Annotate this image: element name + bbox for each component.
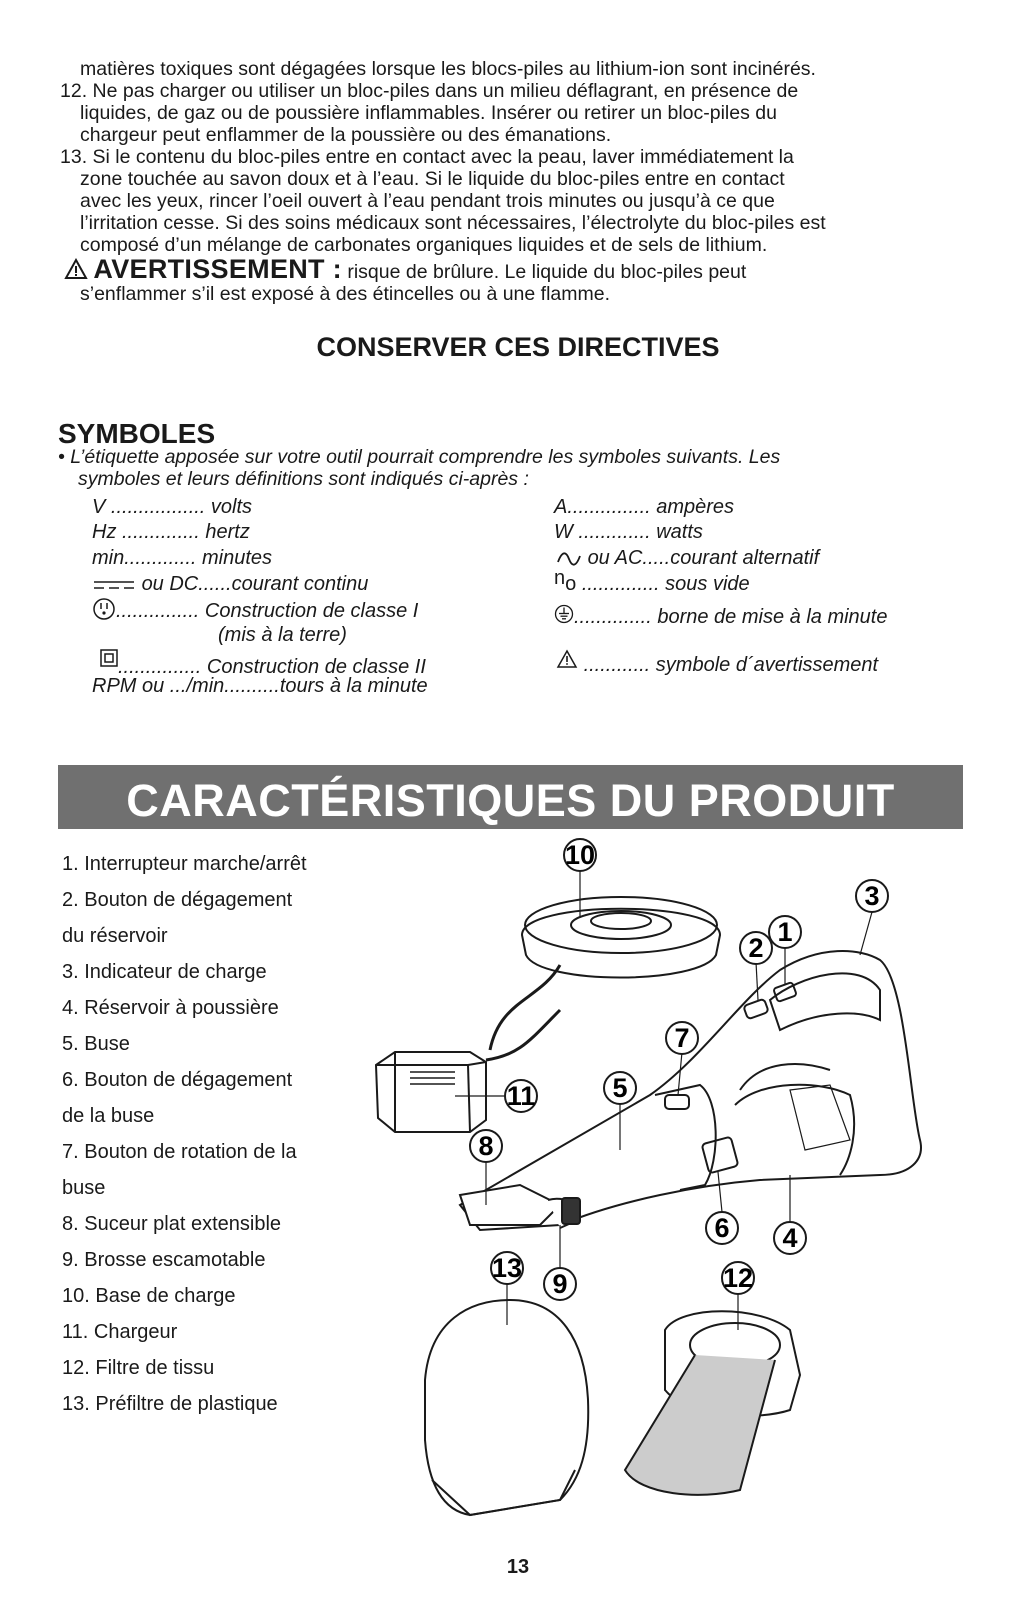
svg-text:1: 1 xyxy=(777,917,793,947)
svg-text:12: 12 xyxy=(722,1263,754,1293)
list-item: 12. Filtre de tissu xyxy=(62,1357,215,1379)
symbol-warning: ............ symbole d´avertissement xyxy=(556,649,878,677)
list-item: 6. Bouton de dégagement xyxy=(62,1069,293,1091)
symbol-dc: ou DC......courant continu xyxy=(92,572,368,596)
callout-8 xyxy=(470,1130,502,1162)
callout-2 xyxy=(740,932,772,964)
svg-text:8: 8 xyxy=(478,1131,494,1161)
list-item: 3. Indicateur de charge xyxy=(62,961,267,983)
callout-4 xyxy=(774,1222,806,1254)
svg-text:3: 3 xyxy=(864,881,880,911)
callout-7 xyxy=(666,1022,698,1054)
callout-10 xyxy=(564,839,596,871)
symbol-no-load: no .............. sous vide xyxy=(554,567,750,595)
svg-text:4: 4 xyxy=(782,1223,798,1253)
safety-item-11-tail: matières toxiques sont dégagées lorsque les blocs-piles au lithium-ion sont incinérés. xyxy=(80,58,816,80)
svg-text:11: 11 xyxy=(506,1081,536,1111)
symbol-class-1-note: (mis à la terre) xyxy=(218,624,347,646)
page-number: 13 xyxy=(506,1556,530,1578)
symbol-ac: ou AC.....courant alternatif xyxy=(556,546,819,570)
callout-6 xyxy=(706,1212,738,1244)
list-item: 13. Préfiltre de plastique xyxy=(62,1393,278,1415)
callout-13 xyxy=(491,1252,523,1284)
callout-11 xyxy=(505,1080,537,1112)
svg-text:5: 5 xyxy=(612,1073,628,1103)
list-item: 9. Brosse escamotable xyxy=(62,1249,266,1271)
list-item: de la buse xyxy=(62,1105,155,1127)
callout-1 xyxy=(769,916,801,948)
symbol-watts: W ............. watts xyxy=(554,521,703,543)
warning-heading: AVERTISSEMENT : xyxy=(93,254,342,284)
callout-9 xyxy=(544,1268,576,1300)
symbol-amperes: A............... ampères xyxy=(554,496,735,518)
svg-text:2: 2 xyxy=(748,933,764,963)
callout-3 xyxy=(856,880,888,912)
keep-instructions-title: CONSERVER CES DIRECTIVES xyxy=(316,332,720,362)
list-item: du réservoir xyxy=(62,925,168,947)
svg-text:9: 9 xyxy=(552,1269,568,1299)
symbols-intro: • L’étiquette apposée sur votre outil pourrait comprendre les symboles suivants. Les symboles et leurs définitions sont indiqués ci-après : xyxy=(58,446,781,490)
list-item: 5. Buse xyxy=(62,1033,130,1055)
safety-item-12: 12. Ne pas charger ou utiliser un bloc-piles dans un milieu déflagrant, en présence de liquides, de gaz ou de poussière inflammables. Insérer ou retirer un bloc-piles du chargeur peut enflammer de la poussière ou des émanations. xyxy=(60,80,799,146)
plastic-prefilter xyxy=(425,1300,588,1515)
svg-text:7: 7 xyxy=(674,1023,690,1053)
list-item: 4. Réservoir à poussière xyxy=(62,997,279,1019)
symbol-rpm: RPM ou .../min..........tours à la minute xyxy=(92,675,428,697)
list-item: 2. Bouton de dégagement xyxy=(62,889,293,911)
callout-12 xyxy=(722,1262,754,1294)
symbols-title: SYMBOLES xyxy=(58,418,216,449)
symbol-minutes: min............. minutes xyxy=(92,547,273,569)
svg-text:10: 10 xyxy=(564,840,596,870)
list-item: 10. Base de charge xyxy=(62,1285,236,1307)
safety-item-13: 13. Si le contenu du bloc-piles entre en contact avec la peau, laver immédiatement la zone touchée au savon doux et à l’eau. Si le liquide du bloc-piles entre en contact avec les yeux, rincer l’oeil ouvert à l’eau pendant trois minutes ou jusqu’à ce que l’irritation cesse. Si des soins médicaux sont nécessaires, l’électrolyte du bloc-piles est composé d’un mélange de carbonates organiques liquides et de sels de lithium. xyxy=(60,146,826,256)
symbol-class-2: ............... Construction de classe II xyxy=(100,649,426,679)
product-features-banner: CARACTÉRISTIQUES DU PRODUIT xyxy=(58,765,963,829)
svg-text:6: 6 xyxy=(714,1213,730,1243)
item-number: 12. xyxy=(60,80,88,102)
symbol-volts: V ................. volts xyxy=(92,496,253,518)
svg-text:13: 13 xyxy=(491,1253,523,1283)
list-item: 11. Chargeur xyxy=(62,1321,178,1343)
warning-block: AVERTISSEMENT : risque de brûlure. Le liquide du bloc-piles peut s’enflammer s’il est exposé à des étincelles ou à une flamme. xyxy=(64,258,984,305)
callout-5 xyxy=(604,1072,636,1104)
symbol-earth-terminal: .............. borne de mise à la minute xyxy=(554,604,887,629)
list-item: buse xyxy=(62,1177,106,1199)
item-number: 13. xyxy=(60,146,88,168)
cloth-filter xyxy=(625,1311,800,1495)
list-item: 7. Bouton de rotation de la xyxy=(62,1141,297,1163)
symbol-class-1: ............... Construction de classe I xyxy=(92,597,418,623)
charger xyxy=(376,1010,560,1132)
symbol-hertz: Hz .............. hertz xyxy=(92,521,250,543)
list-item: 1. Interrupteur marche/arrêt xyxy=(62,853,307,875)
list-item: 8. Suceur plat extensible xyxy=(62,1213,282,1235)
